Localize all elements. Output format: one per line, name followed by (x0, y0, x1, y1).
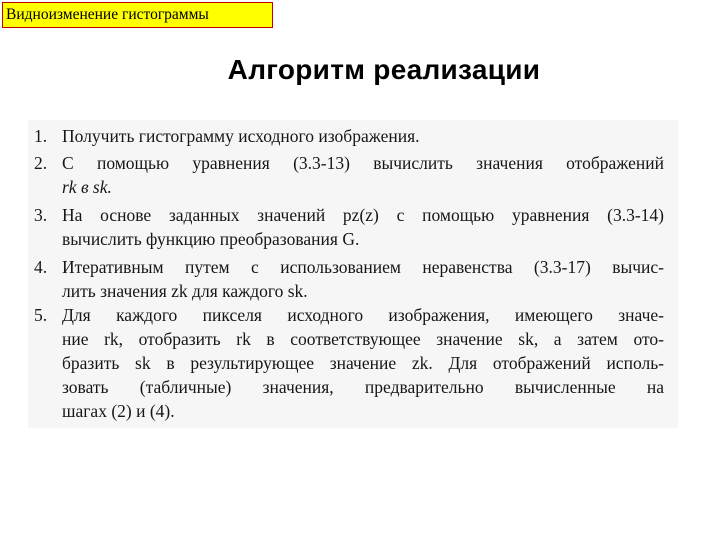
slide-title: Алгоритм реализации (227, 54, 541, 85)
step-text: лить значения zk для каждого sk. (62, 281, 308, 301)
step-number: 1. (34, 126, 48, 146)
step-text: Получить гистограмму исходного изображения. (62, 126, 420, 146)
step-number: 2. (34, 153, 48, 173)
step-4-line-2 (28, 280, 664, 302)
step-5-line-4 (28, 376, 664, 398)
step-text: Итеративным путем с использованием неравенства (3.3-17) вычис- (62, 257, 664, 277)
step-text: зовать (табличные) значения, предварительно вычисленные на (62, 377, 664, 397)
step-1-line-1 (28, 125, 664, 147)
step-text: На основе заданных значений pz(z) с помощью уравнения (3.3-14) (62, 205, 664, 225)
step-5-line-2 (28, 328, 664, 350)
algorithm-steps (28, 120, 678, 428)
step-3-line-1 (28, 204, 664, 226)
step-text: Для каждого пикселя исходного изображения, имеющего значе- (62, 305, 664, 325)
step-text: шагах (2) и (4). (62, 401, 175, 421)
step-2-line-1 (28, 152, 664, 174)
step-text: бразить sk в результирующее значение zk. Для отображений исполь- (62, 353, 664, 373)
step-text: ние rk, отобразить rk в соответствующее значение sk, а затем ото- (62, 329, 664, 349)
step-5-line-3 (28, 352, 664, 374)
step-3-line-2 (28, 228, 664, 250)
step-4-line-1 (28, 256, 664, 278)
step-5-line-5 (28, 400, 664, 422)
step-number: 5. (34, 305, 48, 325)
step-number: 4. (34, 257, 48, 277)
step-text: С помощью уравнения (3.3-13) вычислить значения отображений (62, 153, 664, 173)
step-5-line-1 (28, 304, 664, 326)
step-number: 3. (34, 205, 48, 225)
slide-topic-label: Видноизменение гистограммы (2, 2, 273, 28)
step-text: вычислить функцию преобразования G. (62, 229, 360, 249)
step-text: rk в sk. (62, 177, 112, 197)
scanned-text-image (28, 120, 678, 428)
step-2-line-2 (28, 176, 664, 198)
